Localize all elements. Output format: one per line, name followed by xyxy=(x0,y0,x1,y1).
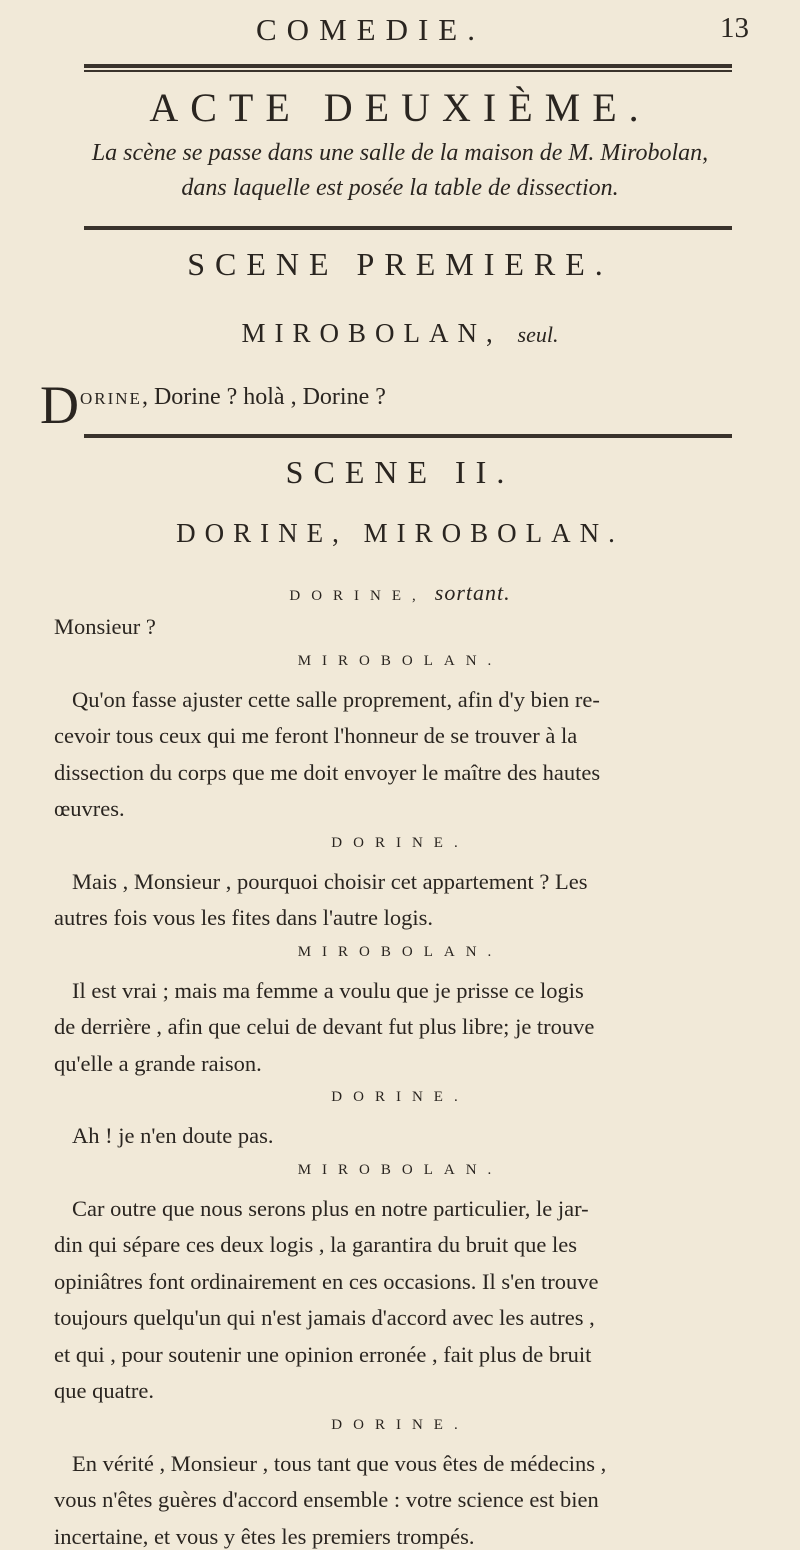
speaker-label: DORINE, xyxy=(289,588,427,604)
dialogue-line: Ah ! je n'en doute pas. xyxy=(72,1123,274,1148)
scene-1-character-list: MIROBOLAN, xyxy=(241,318,502,348)
speaker-name xyxy=(0,1089,800,1106)
dialogue-line: din qui sépare ces deux logis , la garantira du bruit que les xyxy=(54,1232,577,1257)
dialogue-line: de derrière , afin que celui de devant fut plus libre; je trouve xyxy=(54,1014,595,1039)
speaker-direction: sortant. xyxy=(434,580,511,605)
speaker-name xyxy=(0,653,800,670)
dialogue-line: Qu'on fasse ajuster cette salle proprement, afin d'y bien re- xyxy=(72,686,600,712)
speaker-name xyxy=(0,835,800,852)
dialogue-line: dissection du corps que me doit envoyer le maître des hautes xyxy=(54,759,601,785)
dialogue-line: et qui , pour soutenir une opinion erronée , fait plus de bruit xyxy=(54,1341,592,1367)
page-number: 13 xyxy=(720,12,749,44)
dialogue-line: autres fois vous les fites dans l'autre logis. xyxy=(54,905,433,930)
dialogue-line: qu'elle a grande raison. xyxy=(54,1050,262,1076)
dialogue-line: incertaine, et vous y êtes les premiers trompés. xyxy=(54,1523,475,1549)
dialogue-line: Il est vrai ; mais ma femme a voulu que je prisse ce logis xyxy=(72,977,584,1003)
speaker-label: DORINE. xyxy=(331,1416,469,1433)
stage-direction-line-2: dans laquelle est posée la table de dissection. xyxy=(181,175,619,201)
dialogue-line: que quatre. xyxy=(54,1378,154,1403)
dialogue-line: Mais , Monsieur , pourquoi choisir cet appartement ? Les xyxy=(72,868,588,894)
running-title: COMEDIE. xyxy=(256,12,485,47)
speaker-label: DORINE. xyxy=(331,834,469,851)
scene-1-title: SCENE PREMIERE. xyxy=(187,246,613,282)
dialogue-line: toujours quelqu'un qui n'est jamais d'accord avec les autres , xyxy=(54,1305,595,1330)
stage-direction-line-1: La scène se passe dans une salle de la maison de M. Mirobolan, xyxy=(91,140,709,166)
act-title: ACTE DEUXIÈME. xyxy=(149,85,651,130)
opening-rest: , Dorine ? holà , Dorine ? xyxy=(141,384,386,410)
scene-1-character-note: seul. xyxy=(517,322,559,347)
scene-2-characters: DORINE, MIROBOLAN. xyxy=(176,518,624,548)
drop-cap: D xyxy=(40,375,79,435)
dialogue-line: vous n'êtes guères d'accord ensemble : votre science est bien xyxy=(54,1487,599,1512)
top-rule-thin xyxy=(84,70,732,72)
act-rule xyxy=(84,226,732,230)
top-rule xyxy=(84,64,732,68)
dialogue-line: opiniâtres font ordinairement en ces occasions. Il s'en trouve xyxy=(54,1268,599,1294)
speaker-label: MIROBOLAN. xyxy=(297,652,503,669)
speaker-name xyxy=(0,1417,800,1434)
speaker-name xyxy=(0,580,800,606)
running-head xyxy=(0,12,800,60)
opening-smallcaps: ORINE xyxy=(80,389,142,408)
scene-rule xyxy=(84,434,732,438)
dialogue-line: cevoir tous ceux qui me feront l'honneur de se trouver à la xyxy=(54,723,578,748)
scene-2-title: SCENE II. xyxy=(285,454,515,490)
dialogue-line: En vérité , Monsieur , tous tant que vous êtes de médecins , xyxy=(72,1450,607,1476)
speaker-label: DORINE. xyxy=(331,1089,469,1105)
speaker-label: MIROBOLAN. xyxy=(297,1161,503,1178)
dialogue-line: Monsieur ? xyxy=(54,614,156,639)
speaker-label: MIROBOLAN. xyxy=(297,943,503,960)
scene-1-opening-line xyxy=(80,384,386,411)
speaker-name xyxy=(0,1162,800,1179)
dialogue-line: œuvres. xyxy=(54,796,125,821)
scene-1-characters xyxy=(0,318,800,349)
dialogue-line: Car outre que nous serons plus en notre particulier, le jar- xyxy=(72,1195,589,1221)
speaker-name xyxy=(0,944,800,961)
